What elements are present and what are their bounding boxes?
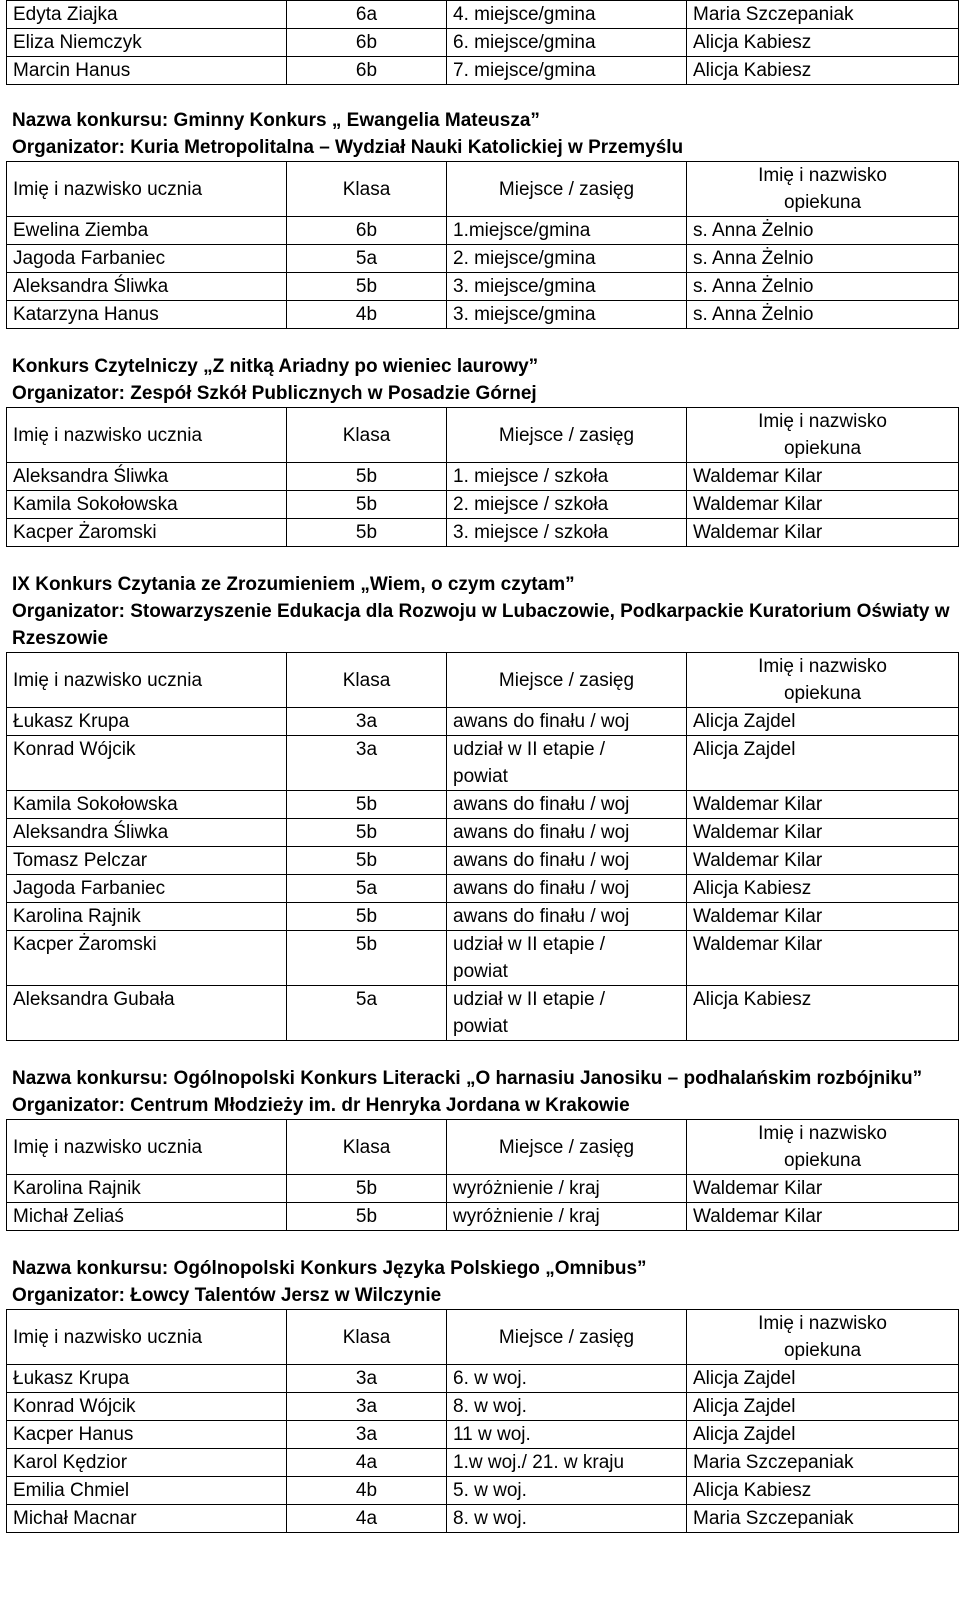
header-student: Imię i nazwisko ucznia [7, 162, 287, 217]
guardian-cell: Alicja Kabiesz [687, 1477, 959, 1505]
table-row [7, 986, 959, 1041]
table-row [7, 519, 959, 547]
place-cell: 11 w woj. [447, 1421, 687, 1449]
guardian-cell: Alicja Zajdel [687, 1365, 959, 1393]
place-cell: 1. miejsce / szkoła [447, 463, 687, 491]
place-cell: 7. miejsce/gmina [447, 57, 687, 85]
results-table [6, 161, 959, 329]
place-cell: 3. miejsce / szkoła [447, 519, 687, 547]
header-guardian-line2: opiekuna [783, 438, 862, 459]
class-cell: 6b [287, 57, 447, 85]
place-cell: 6. miejsce/gmina [447, 29, 687, 57]
guardian-cell: Waldemar Kilar [687, 519, 959, 547]
header-guardian [687, 653, 959, 708]
student-name-cell: Karolina Rajnik [7, 903, 287, 931]
place-cell [447, 736, 687, 791]
student-name-cell: Kacper Żaromski [7, 519, 287, 547]
place-cell: 1.miejsce/gmina [447, 217, 687, 245]
table-row [7, 301, 959, 329]
header-place: Miejsce / zasięg [447, 408, 687, 463]
table-body [7, 1175, 959, 1231]
place-cell: awans do finału / woj [447, 819, 687, 847]
class-cell: 5b [287, 1203, 447, 1231]
class-cell: 6a [287, 1, 447, 29]
student-name-cell: Michał Macnar [7, 1505, 287, 1533]
header-guardian-line2: opiekuna [783, 192, 862, 213]
table-row [7, 1175, 959, 1203]
place-line: udział w II etapie / [453, 739, 606, 760]
table-row [7, 491, 959, 519]
header-class: Klasa [287, 1310, 447, 1365]
guardian-cell: Waldemar Kilar [687, 1175, 959, 1203]
header-guardian [687, 1120, 959, 1175]
student-name-cell: Łukasz Krupa [7, 1365, 287, 1393]
header-guardian [687, 408, 959, 463]
table-row [7, 29, 959, 57]
place-cell: 1.w woj./ 21. w kraju [447, 1449, 687, 1477]
section-spacer [6, 547, 958, 571]
place-cell: awans do finału / woj [447, 708, 687, 736]
place-cell [447, 986, 687, 1041]
section-title: IX Konkurs Czytania ze Zrozumieniem „Wiem, o czym czytam” [12, 574, 575, 595]
header-guardian-line1: Imię i nazwisko [758, 1313, 887, 1334]
header-class: Klasa [287, 653, 447, 708]
guardian-cell: Alicja Zajdel [687, 736, 959, 791]
header-guardian-line1: Imię i nazwisko [758, 656, 887, 677]
header-guardian [687, 162, 959, 217]
header-place: Miejsce / zasięg [447, 653, 687, 708]
table-row [7, 931, 959, 986]
top-results-table [6, 0, 959, 85]
class-cell: 3a [287, 1421, 447, 1449]
section-organizer: Organizator: Łowcy Talentów Jersz w Wilczynie [12, 1285, 442, 1306]
section-spacer [6, 1041, 958, 1065]
student-name-cell: Konrad Wójcik [7, 736, 287, 791]
student-name-cell: Konrad Wójcik [7, 1393, 287, 1421]
table-row [7, 791, 959, 819]
table-body [7, 463, 959, 547]
section-spacer [6, 329, 958, 353]
header-student: Imię i nazwisko ucznia [7, 653, 287, 708]
student-name-cell: Kamila Sokołowska [7, 791, 287, 819]
class-cell: 5b [287, 931, 447, 986]
guardian-cell: Alicja Kabiesz [687, 875, 959, 903]
guardian-cell: Waldemar Kilar [687, 931, 959, 986]
student-name-cell: Aleksandra Śliwka [7, 819, 287, 847]
table-header [7, 1120, 959, 1175]
class-cell: 5b [287, 519, 447, 547]
guardian-cell: Waldemar Kilar [687, 847, 959, 875]
table-header [7, 1310, 959, 1365]
place-cell: 5. w woj. [447, 1477, 687, 1505]
class-cell: 5b [287, 463, 447, 491]
guardian-cell: Alicja Zajdel [687, 1421, 959, 1449]
table-row [7, 273, 959, 301]
table-row [7, 1, 959, 29]
place-cell: 8. w woj. [447, 1505, 687, 1533]
student-name-cell: Karol Kędzior [7, 1449, 287, 1477]
guardian-cell: Waldemar Kilar [687, 791, 959, 819]
class-cell: 5a [287, 986, 447, 1041]
header-place: Miejsce / zasięg [447, 162, 687, 217]
guardian-cell: Alicja Zajdel [687, 1393, 959, 1421]
class-cell: 6b [287, 29, 447, 57]
place-cell: awans do finału / woj [447, 791, 687, 819]
section-spacer [6, 85, 958, 107]
guardian-cell: Waldemar Kilar [687, 463, 959, 491]
guardian-cell: s. Anna Żelnio [687, 301, 959, 329]
class-cell: 5b [287, 819, 447, 847]
guardian-cell: Maria Szczepaniak [687, 1, 959, 29]
guardian-cell: s. Anna Żelnio [687, 217, 959, 245]
table-row [7, 463, 959, 491]
table-body [7, 1365, 959, 1533]
guardian-cell: Alicja Zajdel [687, 708, 959, 736]
place-cell: wyróżnienie / kraj [447, 1203, 687, 1231]
student-name-cell: Kamila Sokołowska [7, 491, 287, 519]
place-cell: awans do finału / woj [447, 847, 687, 875]
table-row [7, 1203, 959, 1231]
header-student: Imię i nazwisko ucznia [7, 1120, 287, 1175]
results-table [6, 1119, 959, 1231]
header-place: Miejsce / zasięg [447, 1310, 687, 1365]
student-name-cell: Karolina Rajnik [7, 1175, 287, 1203]
place-cell: 6. w woj. [447, 1365, 687, 1393]
student-name-cell: Aleksandra Śliwka [7, 463, 287, 491]
header-guardian-line2: opiekuna [783, 683, 862, 704]
class-cell: 5a [287, 875, 447, 903]
header-row [7, 1310, 959, 1365]
guardian-cell: Alicja Kabiesz [687, 29, 959, 57]
results-table [6, 407, 959, 547]
table-body [7, 217, 959, 329]
place-cell: 4. miejsce/gmina [447, 1, 687, 29]
table-row [7, 847, 959, 875]
class-cell: 5a [287, 245, 447, 273]
table-row [7, 245, 959, 273]
student-name-cell: Aleksandra Śliwka [7, 273, 287, 301]
student-name-cell: Edyta Ziajka [7, 1, 287, 29]
table-row [7, 217, 959, 245]
section-title: Konkurs Czytelniczy „Z nitką Ariadny po wieniec laurowy” [12, 356, 539, 377]
table-row [7, 708, 959, 736]
header-class: Klasa [287, 1120, 447, 1175]
guardian-cell: Waldemar Kilar [687, 903, 959, 931]
student-name-cell: Aleksandra Gubała [7, 986, 287, 1041]
class-cell: 5b [287, 791, 447, 819]
table-row [7, 1449, 959, 1477]
place-cell: 2. miejsce/gmina [447, 245, 687, 273]
table-row [7, 57, 959, 85]
header-class: Klasa [287, 408, 447, 463]
guardian-cell: Maria Szczepaniak [687, 1449, 959, 1477]
header-place: Miejsce / zasięg [447, 1120, 687, 1175]
class-cell: 5b [287, 903, 447, 931]
table-row [7, 1477, 959, 1505]
table-header [7, 653, 959, 708]
table-row [7, 1505, 959, 1533]
place-line: udział w II etapie / [453, 934, 606, 955]
class-cell: 5b [287, 1175, 447, 1203]
place-cell: awans do finału / woj [447, 875, 687, 903]
guardian-cell: Waldemar Kilar [687, 1203, 959, 1231]
section-spacer [6, 1231, 958, 1255]
class-cell: 5b [287, 491, 447, 519]
header-guardian-line1: Imię i nazwisko [758, 165, 887, 186]
header-guardian [687, 1310, 959, 1365]
guardian-cell: Maria Szczepaniak [687, 1505, 959, 1533]
header-row [7, 1120, 959, 1175]
table-row [7, 1365, 959, 1393]
document [6, 0, 958, 1533]
class-cell: 4a [287, 1449, 447, 1477]
student-name-cell: Eliza Niemczyk [7, 29, 287, 57]
results-table [6, 652, 959, 1041]
student-name-cell: Jagoda Farbaniec [7, 875, 287, 903]
student-name-cell: Łukasz Krupa [7, 708, 287, 736]
place-cell: 8. w woj. [447, 1393, 687, 1421]
place-cell: 3. miejsce/gmina [447, 273, 687, 301]
class-cell: 4b [287, 301, 447, 329]
place-cell: 2. miejsce / szkoła [447, 491, 687, 519]
table-header [7, 408, 959, 463]
student-name-cell: Michał Zeliaś [7, 1203, 287, 1231]
section-title: Nazwa konkursu: Ogólnopolski Konkurs Literacki „O harnasiu Janosiku – podhalańskim rozbójniku” [12, 1068, 923, 1089]
class-cell: 3a [287, 1393, 447, 1421]
table-header [7, 162, 959, 217]
table-row [7, 875, 959, 903]
header-row [7, 408, 959, 463]
place-line: udział w II etapie / [453, 989, 606, 1010]
table-body [7, 708, 959, 1041]
table-row [7, 1421, 959, 1449]
section-organizer: Organizator: Centrum Młodzieży im. dr Henryka Jordana w Krakowie [12, 1095, 630, 1116]
header-guardian-line2: opiekuna [783, 1150, 862, 1171]
class-cell: 5b [287, 273, 447, 301]
guardian-cell: s. Anna Żelnio [687, 245, 959, 273]
student-name-cell: Kacper Żaromski [7, 931, 287, 986]
header-row [7, 162, 959, 217]
table-row [7, 736, 959, 791]
class-cell: 5b [287, 847, 447, 875]
table-row [7, 903, 959, 931]
section-organizer: Organizator: Kuria Metropolitalna – Wydział Nauki Katolickiej w Przemyślu [12, 137, 684, 158]
place-cell: awans do finału / woj [447, 903, 687, 931]
class-cell: 4a [287, 1505, 447, 1533]
class-cell: 3a [287, 708, 447, 736]
section-organizer: Organizator: Stowarzyszenie Edukacja dla Rozwoju w Lubaczowie, Podkarpackie Kuratorium Oświaty w Rzeszowie [12, 601, 950, 649]
guardian-cell: Waldemar Kilar [687, 491, 959, 519]
header-guardian-line2: opiekuna [783, 1340, 862, 1361]
class-cell: 3a [287, 736, 447, 791]
place-cell: 3. miejsce/gmina [447, 301, 687, 329]
class-cell: 4b [287, 1477, 447, 1505]
header-student: Imię i nazwisko ucznia [7, 408, 287, 463]
guardian-cell: s. Anna Żelnio [687, 273, 959, 301]
student-name-cell: Kacper Hanus [7, 1421, 287, 1449]
class-cell: 6b [287, 217, 447, 245]
student-name-cell: Emilia Chmiel [7, 1477, 287, 1505]
place-cell: wyróżnienie / kraj [447, 1175, 687, 1203]
header-row [7, 653, 959, 708]
place-line: powiat [453, 961, 508, 982]
header-class: Klasa [287, 162, 447, 217]
student-name-cell: Katarzyna Hanus [7, 301, 287, 329]
guardian-cell: Alicja Kabiesz [687, 57, 959, 85]
student-name-cell: Ewelina Ziemba [7, 217, 287, 245]
student-name-cell: Jagoda Farbaniec [7, 245, 287, 273]
guardian-cell: Alicja Kabiesz [687, 986, 959, 1041]
header-student: Imię i nazwisko ucznia [7, 1310, 287, 1365]
table-row [7, 1393, 959, 1421]
header-guardian-line1: Imię i nazwisko [758, 411, 887, 432]
section-title: Nazwa konkursu: Ogólnopolski Konkurs Języka Polskiego „Omnibus” [12, 1258, 647, 1279]
section-organizer: Organizator: Zespół Szkół Publicznych w Posadzie Górnej [12, 383, 537, 404]
header-guardian-line1: Imię i nazwisko [758, 1123, 887, 1144]
place-line: powiat [453, 1016, 508, 1037]
section-title: Nazwa konkursu: Gminny Konkurs „ Ewangelia Mateusza” [12, 110, 540, 131]
guardian-cell: Waldemar Kilar [687, 819, 959, 847]
class-cell: 3a [287, 1365, 447, 1393]
student-name-cell: Tomasz Pelczar [7, 847, 287, 875]
student-name-cell: Marcin Hanus [7, 57, 287, 85]
results-table [6, 1309, 959, 1533]
place-line: powiat [453, 766, 508, 787]
place-cell [447, 931, 687, 986]
table-row [7, 819, 959, 847]
